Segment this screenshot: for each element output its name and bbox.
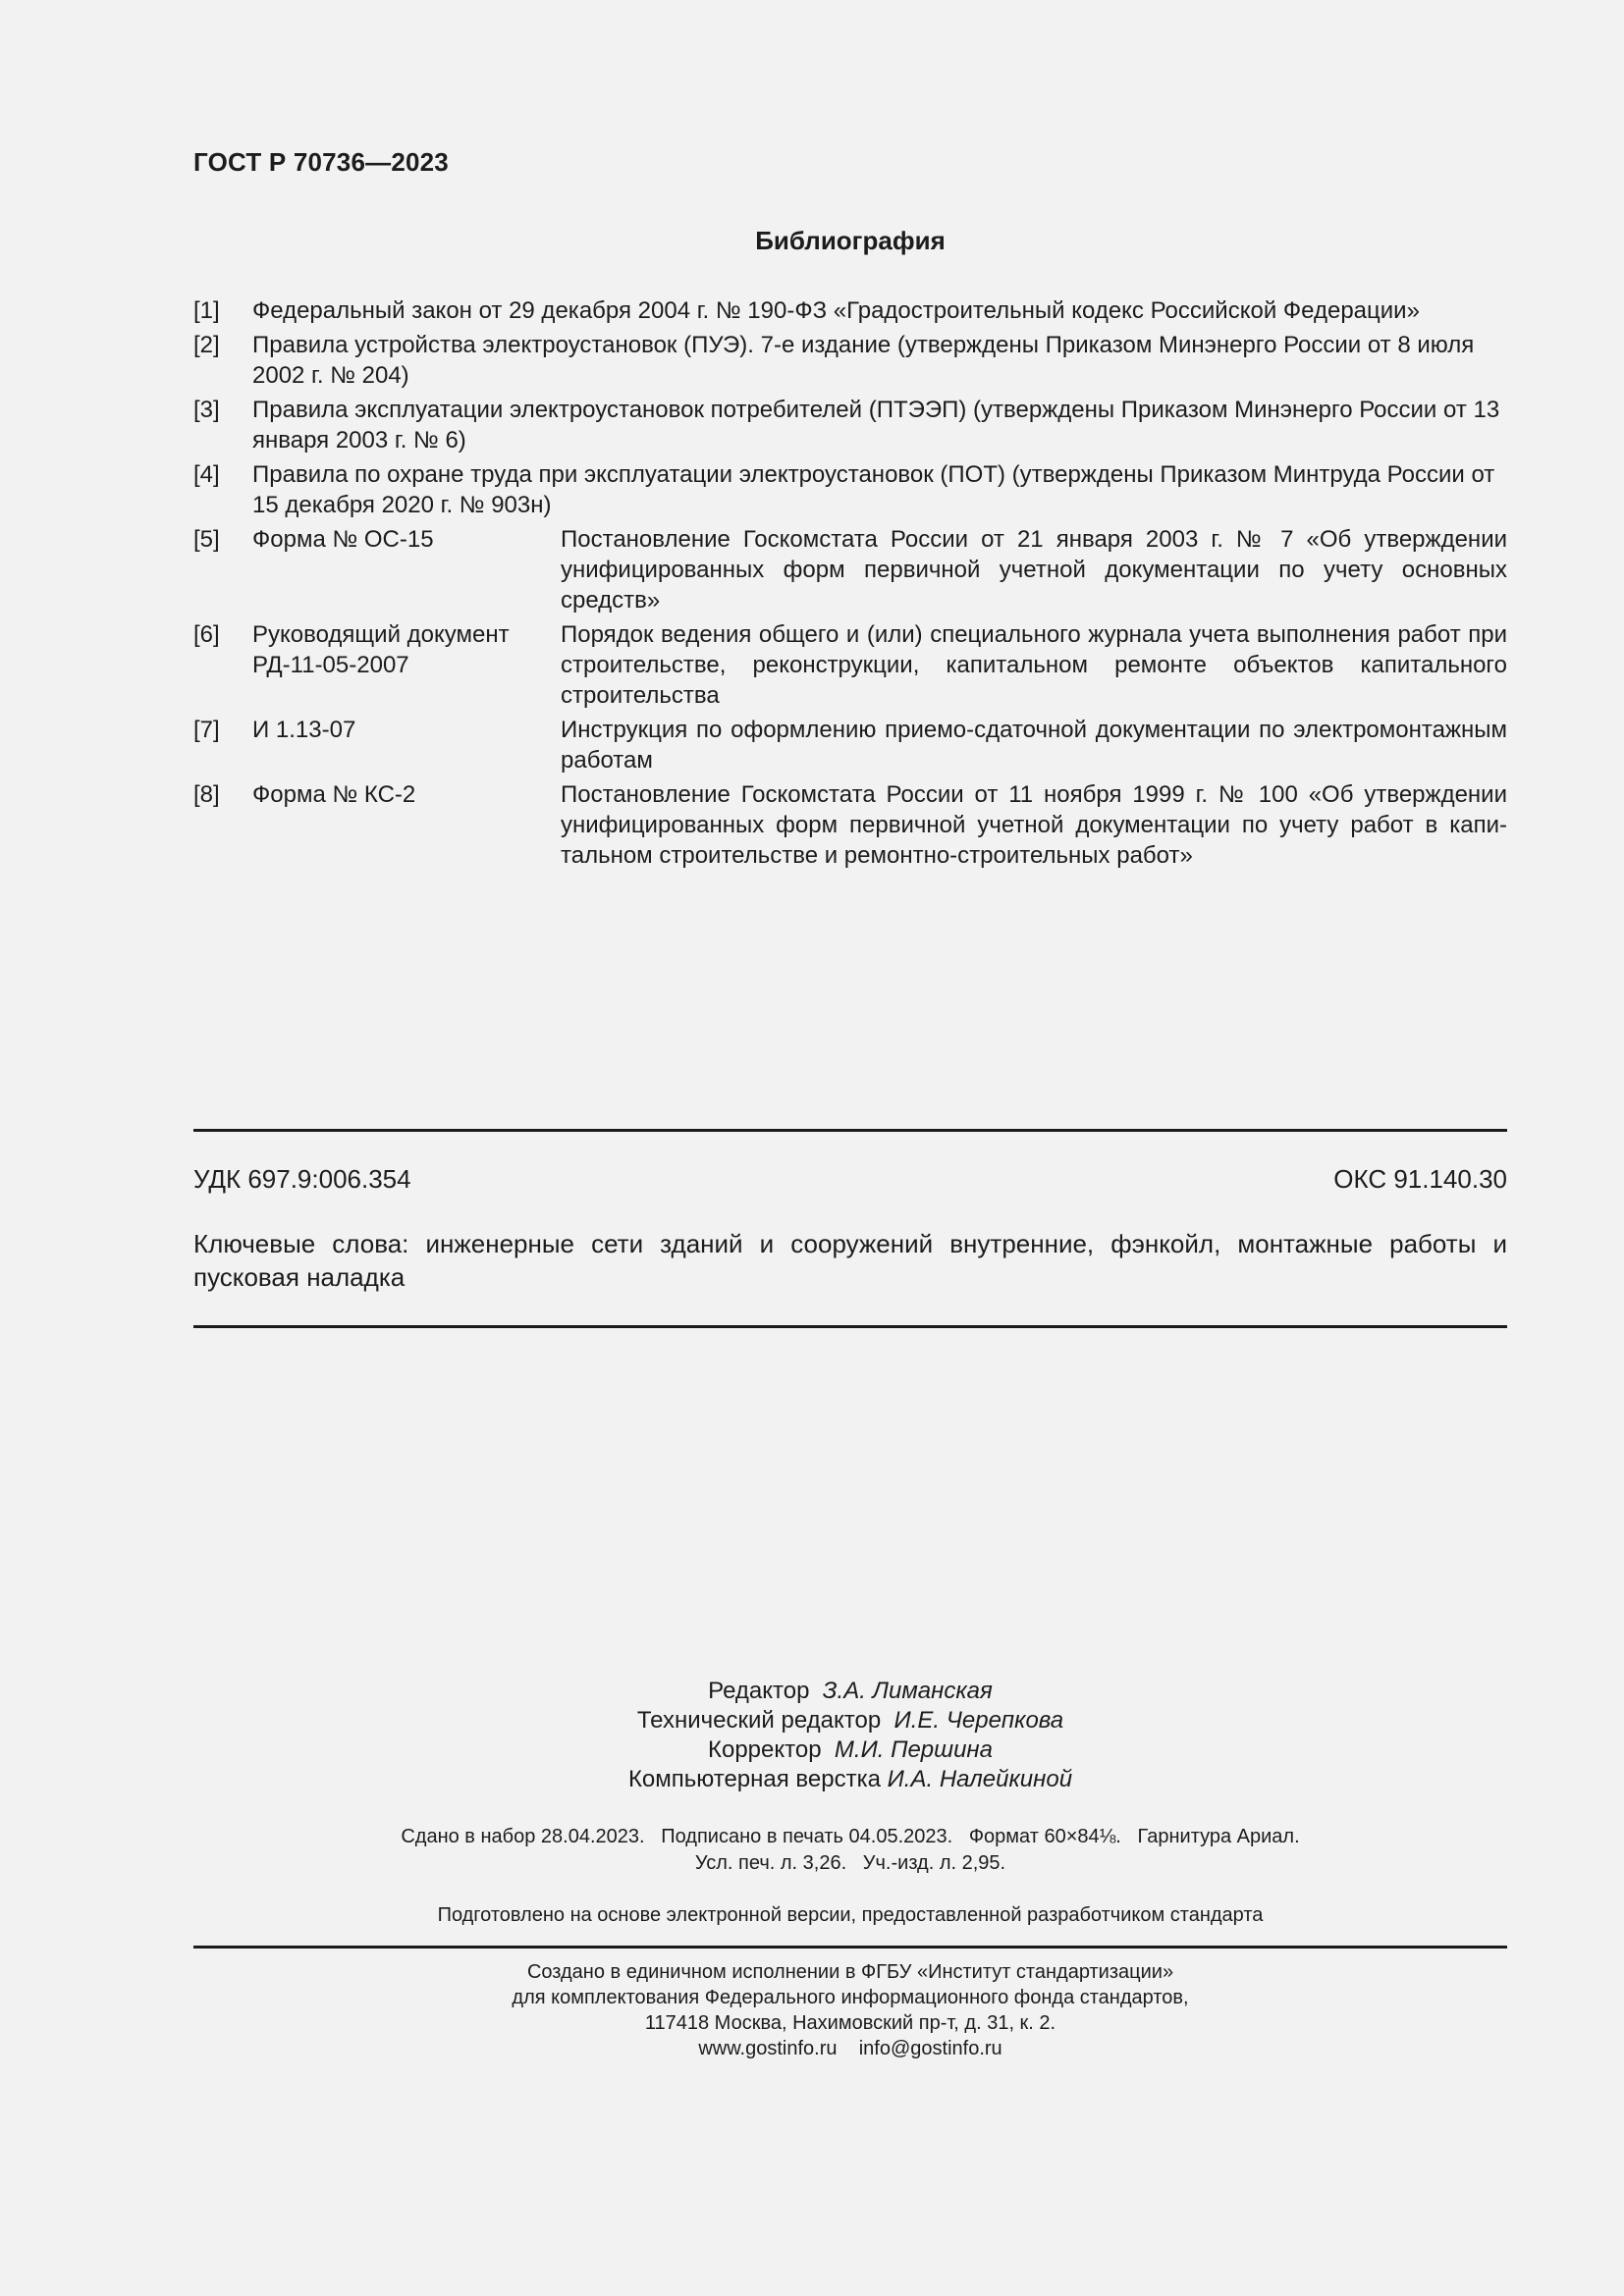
credit-role: Редактор xyxy=(708,1678,810,1704)
bibliography-item-description: Инструкция по оформлению приемо-сдаточной документации по электромонтажным работам xyxy=(561,717,1507,774)
credit-role: Корректор xyxy=(708,1736,822,1763)
publisher-info xyxy=(193,1959,1507,2061)
bibliography-list xyxy=(193,295,1507,875)
bibliography-item-number: [3] xyxy=(193,397,220,423)
keywords: Ключевые слова: инженерные сети зданий и сооружений внутренние, фэнкойл, монтажные работы и пусковая наладка xyxy=(193,1229,1507,1292)
bibliography-item-number: [7] xyxy=(193,717,220,743)
divider-top xyxy=(193,1129,1507,1132)
credit-editor xyxy=(193,1677,1507,1706)
bibliography-item-designation: Форма № ОС-15 xyxy=(252,526,434,553)
bibliography-item-text: Правила устройства электроустановок (ПУЭ). 7-е издание (утверждены Приказом Минэнерго России от 8 июля 2002 г. № 204) xyxy=(252,332,1475,389)
bibliography-item xyxy=(193,459,1507,520)
bibliography-item-number: [8] xyxy=(193,781,220,808)
udk-code: УДК 697.9:006.354 xyxy=(193,1164,411,1194)
publisher-line: www.gostinfo.ru info@gostinfo.ru xyxy=(698,2038,1002,2059)
bibliography-item xyxy=(193,779,1507,871)
credit-layout xyxy=(193,1765,1507,1794)
bibliography-item-number: [6] xyxy=(193,621,220,648)
credit-name: И.Е. Черепкова xyxy=(893,1707,1064,1734)
credit-role: Компьютерная верстка xyxy=(627,1766,881,1792)
bibliography-item xyxy=(193,715,1507,775)
bibliography-item xyxy=(193,330,1507,391)
bibliography-item-number: [1] xyxy=(193,297,220,324)
bibliography-item-designation: И 1.13-07 xyxy=(252,717,356,743)
document-code: ГОСТ Р 70736—2023 xyxy=(193,147,449,177)
credit-name: М.И. Першина xyxy=(834,1736,993,1763)
credit-tech-editor xyxy=(193,1706,1507,1735)
publisher-line: Создано в единичном исполнении в ФГБУ «Институт стандартизации» xyxy=(526,1961,1174,1983)
bibliography-item xyxy=(193,524,1507,615)
credit-name: И.А. Налейкиной xyxy=(887,1766,1073,1792)
divider-bottom xyxy=(193,1325,1507,1328)
bibliography-item-number: [2] xyxy=(193,332,220,358)
bibliography-item-designation: Руководящий документ РД-11-05-2007 xyxy=(252,621,510,678)
prepared-note: Подготовлено на основе электронной версии, предоставленной разработчиком стандарта xyxy=(437,1904,1264,1926)
credit-corrector xyxy=(193,1735,1507,1765)
bibliography-item xyxy=(193,619,1507,711)
publisher-line: для комплектования Федерального информационного фонда стандартов, xyxy=(512,1987,1189,2008)
bibliography-item xyxy=(193,295,1507,326)
divider-footer xyxy=(193,1946,1507,1949)
print-info-line: Усл. печ. л. 3,26. Уч.-изд. л. 2,95. xyxy=(694,1852,1006,1874)
bibliography-item-number: [4] xyxy=(193,461,220,488)
bibliography-item-text: Правила эксплуатации электроустановок потребителей (ПТЭЭП) (утверждены Приказом Минэнерго России от 13 января 2003 г. № 6) xyxy=(252,397,1500,454)
oks-code: ОКС 91.140.30 xyxy=(1333,1164,1507,1194)
bibliography-item xyxy=(193,395,1507,455)
credits-block xyxy=(193,1677,1507,1794)
bibliography-item-designation: Форма № КС-2 xyxy=(252,781,416,808)
bibliography-item-description: Постановление Госкомстата России от 11 ноября 1999 г. № 100 «Об утверждении унифицированных форм первичной учетной документации по учету работ в капитальном строительстве и ремонтно-строительных работ» xyxy=(561,781,1507,869)
bibliography-title: Библиография xyxy=(755,226,946,255)
bibliography-item-description: Порядок ведения общего и (или) специального журнала учета выполнения работ при строительстве, реконструкции, капитальном ремонте объектов капитального строительства xyxy=(561,621,1507,709)
print-info xyxy=(193,1824,1507,1877)
credit-role: Технический редактор xyxy=(636,1707,882,1734)
bibliography-item-text: Правила по охране труда при эксплуатации электроустановок (ПОТ) (утверждены Приказом Минтруда России от 15 декабря 2020 г. № 903н) xyxy=(252,461,1495,518)
bibliography-item-text: Федеральный закон от 29 декабря 2004 г. № 190-ФЗ «Градостроительный кодекс Российской Федерации» xyxy=(252,297,1420,324)
print-info-line: Сдано в набор 28.04.2023. Подписано в печать 04.05.2023. Формат 60×84⅛. Гарнитура Ариал. xyxy=(401,1826,1300,1847)
credit-name: З.А. Лиманская xyxy=(822,1678,993,1704)
bibliography-item-description: Постановление Госкомстата России от 21 января 2003 г. № 7 «Об утверждении унифицированных форм первичной учетной документации по учету основных средств» xyxy=(561,526,1507,614)
bibliography-item-number: [5] xyxy=(193,526,220,553)
publisher-line: 117418 Москва, Нахимовский пр-т, д. 31, к. 2. xyxy=(644,2012,1056,2034)
